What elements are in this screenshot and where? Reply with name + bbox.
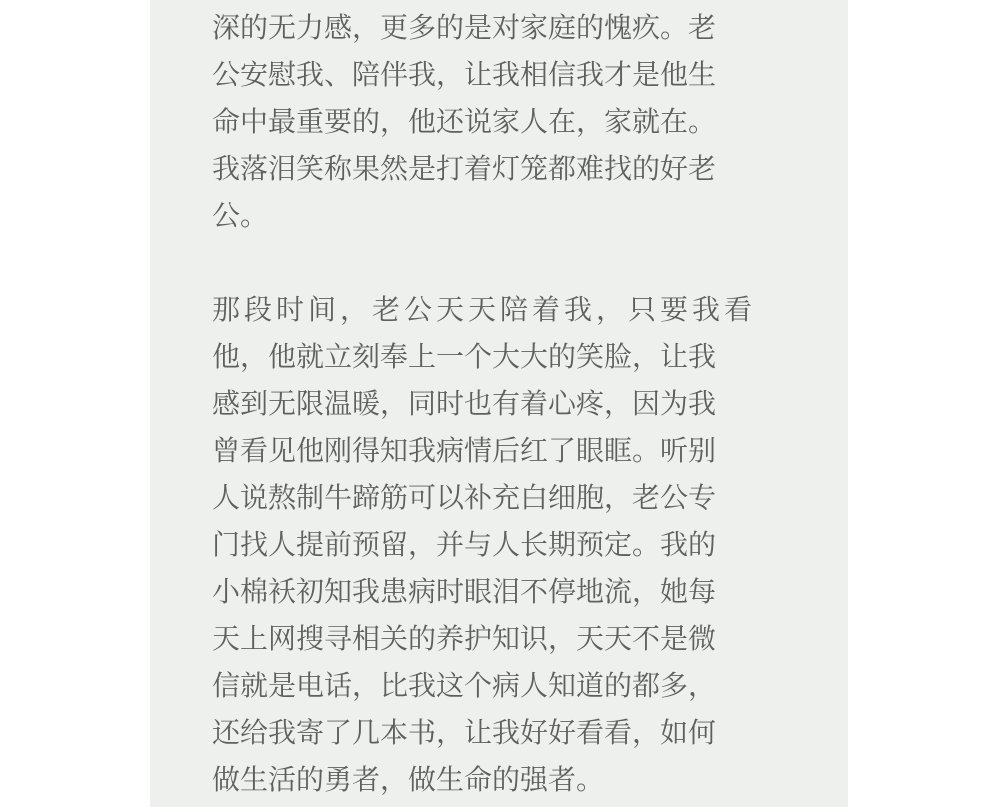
paragraph-2-line-5: 人说熬制牛蹄筋可以补充白细胞，老公专 <box>212 481 717 514</box>
paragraph-1 <box>212 4 792 239</box>
paragraph-2 <box>212 286 792 803</box>
paragraph-1-line-3: 命中最重要的，他还说家人在，家就在。 <box>212 105 717 138</box>
paragraph-1-line-2: 公安慰我、陪伴我，让我相信我才是他生 <box>212 58 717 91</box>
paragraph-2-line-7: 小棉袄初知我患病时眼泪不停地流，她每 <box>212 575 717 608</box>
paragraph-1-line-5: 公。 <box>212 199 269 232</box>
paragraph-2-line-6: 门找人提前预留，并与人长期预定。我的 <box>212 528 717 561</box>
paragraph-2-line-10: 还给我寄了几本书，让我好好看看，如何 <box>212 716 717 749</box>
paragraph-1-line-4: 我落泪笑称果然是打着灯笼都难找的好老 <box>212 152 717 185</box>
paragraph-2-line-3: 感到无限温暖，同时也有着心疼，因为我 <box>212 387 717 420</box>
paragraph-2-line-4: 曾看见他刚得知我病情后红了眼眶。听别 <box>212 434 717 467</box>
paragraph-gap <box>212 239 792 286</box>
paragraph-1-line-1: 深的无力感，更多的是对家庭的愧疚。老 <box>212 11 717 44</box>
paragraph-2-line-8: 天上网搜寻相关的养护知识，天天不是微 <box>212 622 717 655</box>
paragraph-2-line-9: 信就是电话，比我这个病人知道的都多， <box>212 669 717 702</box>
paragraph-2-line-1: 那段时间，老公天天陪着我，只要我看 <box>212 293 757 326</box>
paragraph-2-line-2: 他，他就立刻奉上一个大大的笑脸，让我 <box>212 340 717 373</box>
article-content <box>212 4 792 803</box>
paragraph-2-line-11: 做生活的勇者，做生命的强者。 <box>212 763 605 796</box>
